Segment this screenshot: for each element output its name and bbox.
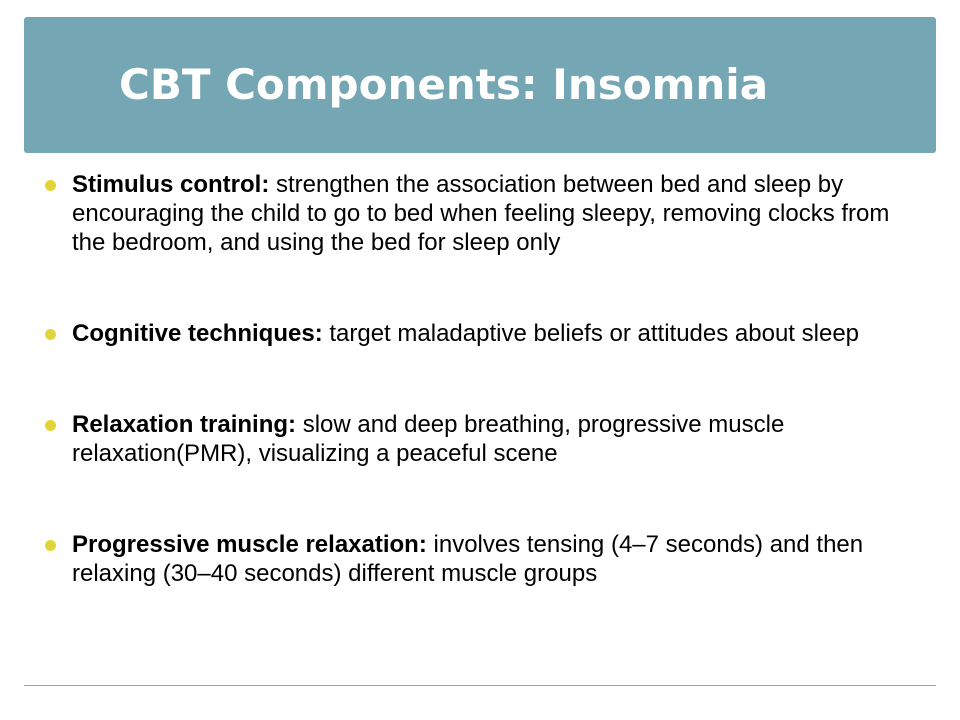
bullet-dot-icon <box>45 180 56 191</box>
bullet-term: Cognitive techniques: <box>72 320 323 347</box>
bullet-dot-icon <box>45 420 56 431</box>
footer-divider <box>24 685 936 686</box>
bullet-stimulus-control <box>72 170 928 257</box>
bullet-text: target maladaptive beliefs or attitudes about sleep <box>322 320 860 347</box>
bullet-dot-icon <box>45 329 56 340</box>
bullet-term: Stimulus control: <box>72 171 270 198</box>
bullet-progressive-muscle-relaxation <box>72 530 928 588</box>
bullet-text: slow and deep breathing, progressive muscle relaxation(PMR), visualizing a peaceful scene <box>72 411 785 467</box>
bullet-term: Relaxation training: <box>72 411 297 438</box>
bullet-dot-icon <box>45 540 56 551</box>
slide-title: CBT Components: Insomnia <box>119 60 769 109</box>
bullet-list <box>72 170 928 588</box>
bullet-cognitive-techniques <box>72 319 928 348</box>
bullet-text: strengthen the association between bed and sleep by encouraging the child to go to bed when feeling sleepy, removing clocks from the bedroom, and using the bed for sleep only <box>72 171 890 256</box>
bullet-term: Progressive muscle relaxation: <box>72 531 427 558</box>
bullet-text: involves tensing (4–7 seconds) and then relaxing (30–40 seconds) different muscle groups <box>72 531 864 587</box>
bullet-relaxation-training <box>72 410 928 468</box>
title-banner <box>24 17 936 153</box>
